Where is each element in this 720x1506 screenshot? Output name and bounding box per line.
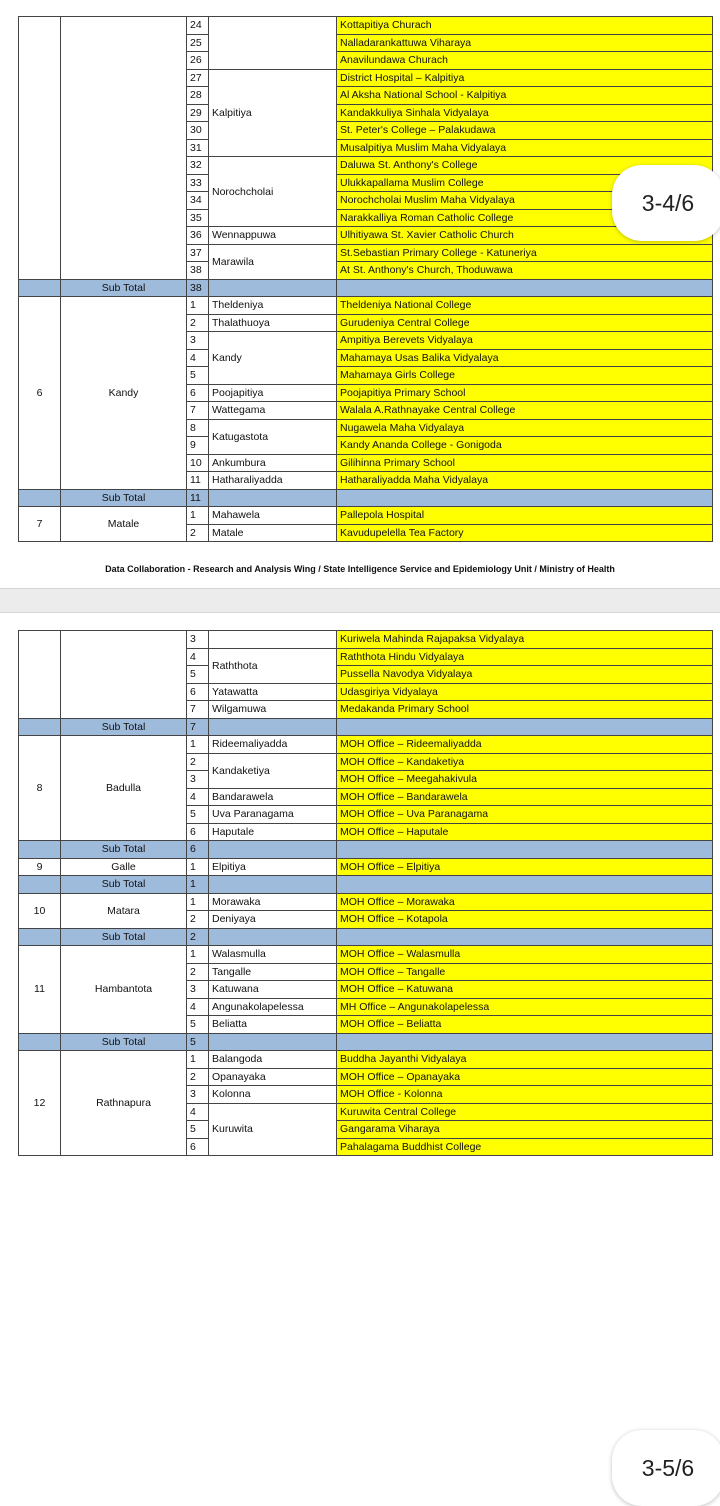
table-row xyxy=(19,17,713,35)
table-row xyxy=(19,507,713,525)
venue-cell: Ampitiya Berevets Vidyalaya xyxy=(337,332,713,350)
subtotal-label: Sub Total xyxy=(61,1033,187,1051)
row-number: 31 xyxy=(187,139,209,157)
document-page-1 xyxy=(0,0,720,588)
row-number: 30 xyxy=(187,122,209,140)
subtotal-label: Sub Total xyxy=(61,718,187,736)
venue-cell: Udasgiriya Vidyalaya xyxy=(337,683,713,701)
row-number: 5 xyxy=(187,806,209,824)
row-number: 7 xyxy=(187,701,209,719)
subtotal-row xyxy=(19,1033,713,1051)
venue-cell: Pallepola Hospital xyxy=(337,507,713,525)
location-cell: Morawaka xyxy=(209,893,337,911)
row-number: 29 xyxy=(187,104,209,122)
row-number: 4 xyxy=(187,1103,209,1121)
venue-cell: MOH Office – Beliatta xyxy=(337,1016,713,1034)
district-cell: Galle xyxy=(61,858,187,876)
location-cell: Wennappuwa xyxy=(209,227,337,245)
venue-cell: Gurudeniya Central College xyxy=(337,314,713,332)
serial-cell: 10 xyxy=(19,893,61,928)
location-cell: Kalpitiya xyxy=(209,69,337,157)
table-row xyxy=(19,1051,713,1069)
venue-cell: Walala A.Rathnayake Central College xyxy=(337,402,713,420)
district-cell: Matale xyxy=(61,507,187,542)
subtotal-label: Sub Total xyxy=(61,279,187,297)
row-number: 1 xyxy=(187,946,209,964)
venue-cell: MOH Office – Bandarawela xyxy=(337,788,713,806)
location-cell xyxy=(209,17,337,70)
venue-cell: Norochcholai Muslim Maha Vidyalaya xyxy=(337,192,713,210)
location-cell xyxy=(209,718,337,736)
venue-cell: Medakanda Primary School xyxy=(337,701,713,719)
subtotal-row xyxy=(19,876,713,894)
subtotal-label: Sub Total xyxy=(61,876,187,894)
row-number: 6 xyxy=(187,823,209,841)
serial-cell: 7 xyxy=(19,507,61,542)
venue-cell: Gilihinna Primary School xyxy=(337,454,713,472)
venue-cell: Narakkalliya Roman Catholic College xyxy=(337,209,713,227)
venue-cell: MOH Office - Kolonna xyxy=(337,1086,713,1104)
row-number: 37 xyxy=(187,244,209,262)
venue-cell: Kottapitiya Churach xyxy=(337,17,713,35)
table-row xyxy=(19,946,713,964)
venue-cell: Daluwa St. Anthony's College xyxy=(337,157,713,175)
row-number: 24 xyxy=(187,17,209,35)
location-cell: Rideemaliyadda xyxy=(209,736,337,754)
venue-cell: Buddha Jayanthi Vidyalaya xyxy=(337,1051,713,1069)
subtotal-count: 38 xyxy=(187,279,209,297)
venue-cell: Gangarama Viharaya xyxy=(337,1121,713,1139)
district-cell: Hambantota xyxy=(61,946,187,1034)
row-number: 2 xyxy=(187,1068,209,1086)
row-number: 5 xyxy=(187,367,209,385)
venue-cell: Hatharaliyadda Maha Vidyalaya xyxy=(337,472,713,490)
venue-cell: Raththota Hindu Vidyalaya xyxy=(337,648,713,666)
row-number: 5 xyxy=(187,666,209,684)
subtotal-row xyxy=(19,928,713,946)
location-cell: Tangalle xyxy=(209,963,337,981)
venue-cell: MOH Office – Kandaketiya xyxy=(337,753,713,771)
venue-cell: MOH Office – Walasmulla xyxy=(337,946,713,964)
row-number: 1 xyxy=(187,858,209,876)
row-number: 25 xyxy=(187,34,209,52)
row-number: 3 xyxy=(187,981,209,999)
location-cell xyxy=(209,876,337,894)
venue-cell: St. Peter's College – Palakudawa xyxy=(337,122,713,140)
venue-cell xyxy=(337,718,713,736)
row-number: 2 xyxy=(187,524,209,542)
serial-cell xyxy=(19,279,61,297)
row-number: 3 xyxy=(187,1086,209,1104)
serial-cell xyxy=(19,718,61,736)
location-cell: Wilgamuwa xyxy=(209,701,337,719)
venue-cell: St.Sebastian Primary College - Katuneriya xyxy=(337,244,713,262)
vaccination-centers-table-2 xyxy=(18,630,713,1156)
venue-cell: District Hospital – Kalpitiya xyxy=(337,69,713,87)
venue-cell xyxy=(337,928,713,946)
document-page-2 xyxy=(0,613,720,1481)
location-cell: Wattegama xyxy=(209,402,337,420)
venue-cell: At St. Anthony's Church, Thoduwawa xyxy=(337,262,713,280)
subtotal-count: 7 xyxy=(187,718,209,736)
location-cell: Matale xyxy=(209,524,337,542)
row-number: 2 xyxy=(187,963,209,981)
venue-cell: MOH Office – Tangalle xyxy=(337,963,713,981)
row-number: 8 xyxy=(187,419,209,437)
row-number: 38 xyxy=(187,262,209,280)
location-cell: Marawila xyxy=(209,244,337,279)
serial-cell: 6 xyxy=(19,297,61,490)
venue-cell: Kandy Ananda College - Gonigoda xyxy=(337,437,713,455)
district-cell: Rathnapura xyxy=(61,1051,187,1156)
row-number: 4 xyxy=(187,648,209,666)
location-cell xyxy=(209,841,337,859)
row-number: 36 xyxy=(187,227,209,245)
row-number: 1 xyxy=(187,1051,209,1069)
location-cell: Raththota xyxy=(209,648,337,683)
location-cell: Elpitiya xyxy=(209,858,337,876)
venue-cell: Pahalagama Buddhist College xyxy=(337,1138,713,1156)
vaccination-centers-table-1 xyxy=(18,16,713,542)
venue-cell: MH Office – Angunakolapelessa xyxy=(337,998,713,1016)
location-cell: Deniyaya xyxy=(209,911,337,929)
row-number: 2 xyxy=(187,314,209,332)
location-cell xyxy=(209,279,337,297)
venue-cell: Kavudupelella Tea Factory xyxy=(337,524,713,542)
location-cell: Walasmulla xyxy=(209,946,337,964)
venue-cell xyxy=(337,1033,713,1051)
serial-cell xyxy=(19,841,61,859)
location-cell xyxy=(209,489,337,507)
venue-cell: Ulukkapallama Muslim College xyxy=(337,174,713,192)
table-body xyxy=(19,17,713,542)
serial-cell: 8 xyxy=(19,736,61,841)
subtotal-row xyxy=(19,489,713,507)
venue-cell: Mahamaya Girls College xyxy=(337,367,713,385)
row-number: 6 xyxy=(187,1138,209,1156)
row-number: 3 xyxy=(187,631,209,649)
page-indicator-badge: 3-5/6 xyxy=(612,1430,720,1506)
district-cell xyxy=(61,17,187,280)
location-cell: Bandarawela xyxy=(209,788,337,806)
location-cell: Balangoda xyxy=(209,1051,337,1069)
venue-cell: Nugawela Maha Vidyalaya xyxy=(337,419,713,437)
location-cell: Kandaketiya xyxy=(209,753,337,788)
venue-cell: Kuruwita Central College xyxy=(337,1103,713,1121)
table-row xyxy=(19,893,713,911)
row-number: 1 xyxy=(187,507,209,525)
serial-cell xyxy=(19,1033,61,1051)
district-cell xyxy=(61,631,187,719)
venue-cell: Pussella Navodya Vidyalaya xyxy=(337,666,713,684)
location-cell: Norochcholai xyxy=(209,157,337,227)
row-number: 28 xyxy=(187,87,209,105)
location-cell: Haputale xyxy=(209,823,337,841)
table-row xyxy=(19,736,713,754)
row-number: 27 xyxy=(187,69,209,87)
venue-cell: MOH Office – Kotapola xyxy=(337,911,713,929)
venue-cell: Kuriwela Mahinda Rajapaksa Vidyalaya xyxy=(337,631,713,649)
location-cell: Poojapitiya xyxy=(209,384,337,402)
row-number: 10 xyxy=(187,454,209,472)
district-cell: Kandy xyxy=(61,297,187,490)
row-number: 6 xyxy=(187,384,209,402)
row-number: 26 xyxy=(187,52,209,70)
location-cell: Kandy xyxy=(209,332,337,385)
table-row xyxy=(19,858,713,876)
row-number: 4 xyxy=(187,349,209,367)
location-cell: Thalathuoya xyxy=(209,314,337,332)
venue-cell xyxy=(337,279,713,297)
venue-cell: MOH Office – Katuwana xyxy=(337,981,713,999)
page-indicator-badge: 3-4/6 xyxy=(612,165,720,241)
row-number: 4 xyxy=(187,998,209,1016)
district-cell: Badulla xyxy=(61,736,187,841)
row-number: 1 xyxy=(187,297,209,315)
subtotal-row xyxy=(19,279,713,297)
location-cell: Theldeniya xyxy=(209,297,337,315)
serial-cell: 11 xyxy=(19,946,61,1034)
location-cell: Katuwana xyxy=(209,981,337,999)
location-cell xyxy=(209,928,337,946)
venue-cell: Mahamaya Usas Balika Vidyalaya xyxy=(337,349,713,367)
venue-cell: Musalpitiya Muslim Maha Vidyalaya xyxy=(337,139,713,157)
venue-cell: Theldeniya National College xyxy=(337,297,713,315)
subtotal-count: 1 xyxy=(187,876,209,894)
venue-cell: MOH Office – Elpitiya xyxy=(337,858,713,876)
page-footer: Data Collaboration - Research and Analysis Wing / State Intelligence Service and Epidemiology Unit / Ministry of Health xyxy=(105,564,615,574)
row-number: 3 xyxy=(187,332,209,350)
location-cell xyxy=(209,631,337,649)
subtotal-label: Sub Total xyxy=(61,841,187,859)
venue-cell xyxy=(337,841,713,859)
venue-cell: Poojapitiya Primary School xyxy=(337,384,713,402)
row-number: 1 xyxy=(187,736,209,754)
location-cell xyxy=(209,1033,337,1051)
serial-cell xyxy=(19,928,61,946)
venue-cell: MOH Office – Rideemaliyadda xyxy=(337,736,713,754)
serial-cell xyxy=(19,631,61,719)
venue-cell: Al Aksha National School - Kalpitiya xyxy=(337,87,713,105)
venue-cell: MOH Office – Uva Paranagama xyxy=(337,806,713,824)
location-cell: Hatharaliyadda xyxy=(209,472,337,490)
table-row xyxy=(19,631,713,649)
row-number: 9 xyxy=(187,437,209,455)
venue-cell: MOH Office – Haputale xyxy=(337,823,713,841)
row-number: 5 xyxy=(187,1121,209,1139)
venue-cell: Nalladarankattuwa Viharaya xyxy=(337,34,713,52)
row-number: 6 xyxy=(187,683,209,701)
venue-cell: MOH Office – Morawaka xyxy=(337,893,713,911)
row-number: 35 xyxy=(187,209,209,227)
row-number: 4 xyxy=(187,788,209,806)
row-number: 1 xyxy=(187,893,209,911)
row-number: 11 xyxy=(187,472,209,490)
venue-cell: MOH Office – Meegahakivula xyxy=(337,771,713,789)
subtotal-label: Sub Total xyxy=(61,928,187,946)
venue-cell: Anavilundawa Churach xyxy=(337,52,713,70)
location-cell: Opanayaka xyxy=(209,1068,337,1086)
row-number: 3 xyxy=(187,771,209,789)
subtotal-count: 5 xyxy=(187,1033,209,1051)
venue-cell xyxy=(337,876,713,894)
location-cell: Beliatta xyxy=(209,1016,337,1034)
row-number: 2 xyxy=(187,911,209,929)
serial-cell: 12 xyxy=(19,1051,61,1156)
table-body xyxy=(19,631,713,1156)
subtotal-row xyxy=(19,841,713,859)
row-number: 7 xyxy=(187,402,209,420)
location-cell: Katugastota xyxy=(209,419,337,454)
venue-cell xyxy=(337,489,713,507)
row-number: 33 xyxy=(187,174,209,192)
location-cell: Kolonna xyxy=(209,1086,337,1104)
location-cell: Kuruwita xyxy=(209,1103,337,1156)
row-number: 5 xyxy=(187,1016,209,1034)
location-cell: Angunakolapelessa xyxy=(209,998,337,1016)
row-number: 2 xyxy=(187,753,209,771)
location-cell: Ankumbura xyxy=(209,454,337,472)
location-cell: Yatawatta xyxy=(209,683,337,701)
serial-cell xyxy=(19,17,61,280)
subtotal-row xyxy=(19,718,713,736)
table-row xyxy=(19,297,713,315)
serial-cell xyxy=(19,489,61,507)
serial-cell xyxy=(19,876,61,894)
serial-cell: 9 xyxy=(19,858,61,876)
subtotal-count: 11 xyxy=(187,489,209,507)
district-cell: Matara xyxy=(61,893,187,928)
location-cell: Uva Paranagama xyxy=(209,806,337,824)
subtotal-label: Sub Total xyxy=(61,489,187,507)
page-separator xyxy=(0,588,720,613)
venue-cell: Ulhitiyawa St. Xavier Catholic Church xyxy=(337,227,713,245)
subtotal-count: 6 xyxy=(187,841,209,859)
venue-cell: MOH Office – Opanayaka xyxy=(337,1068,713,1086)
row-number: 34 xyxy=(187,192,209,210)
location-cell: Mahawela xyxy=(209,507,337,525)
subtotal-count: 2 xyxy=(187,928,209,946)
venue-cell: Kandakkuliya Sinhala Vidyalaya xyxy=(337,104,713,122)
row-number: 32 xyxy=(187,157,209,175)
